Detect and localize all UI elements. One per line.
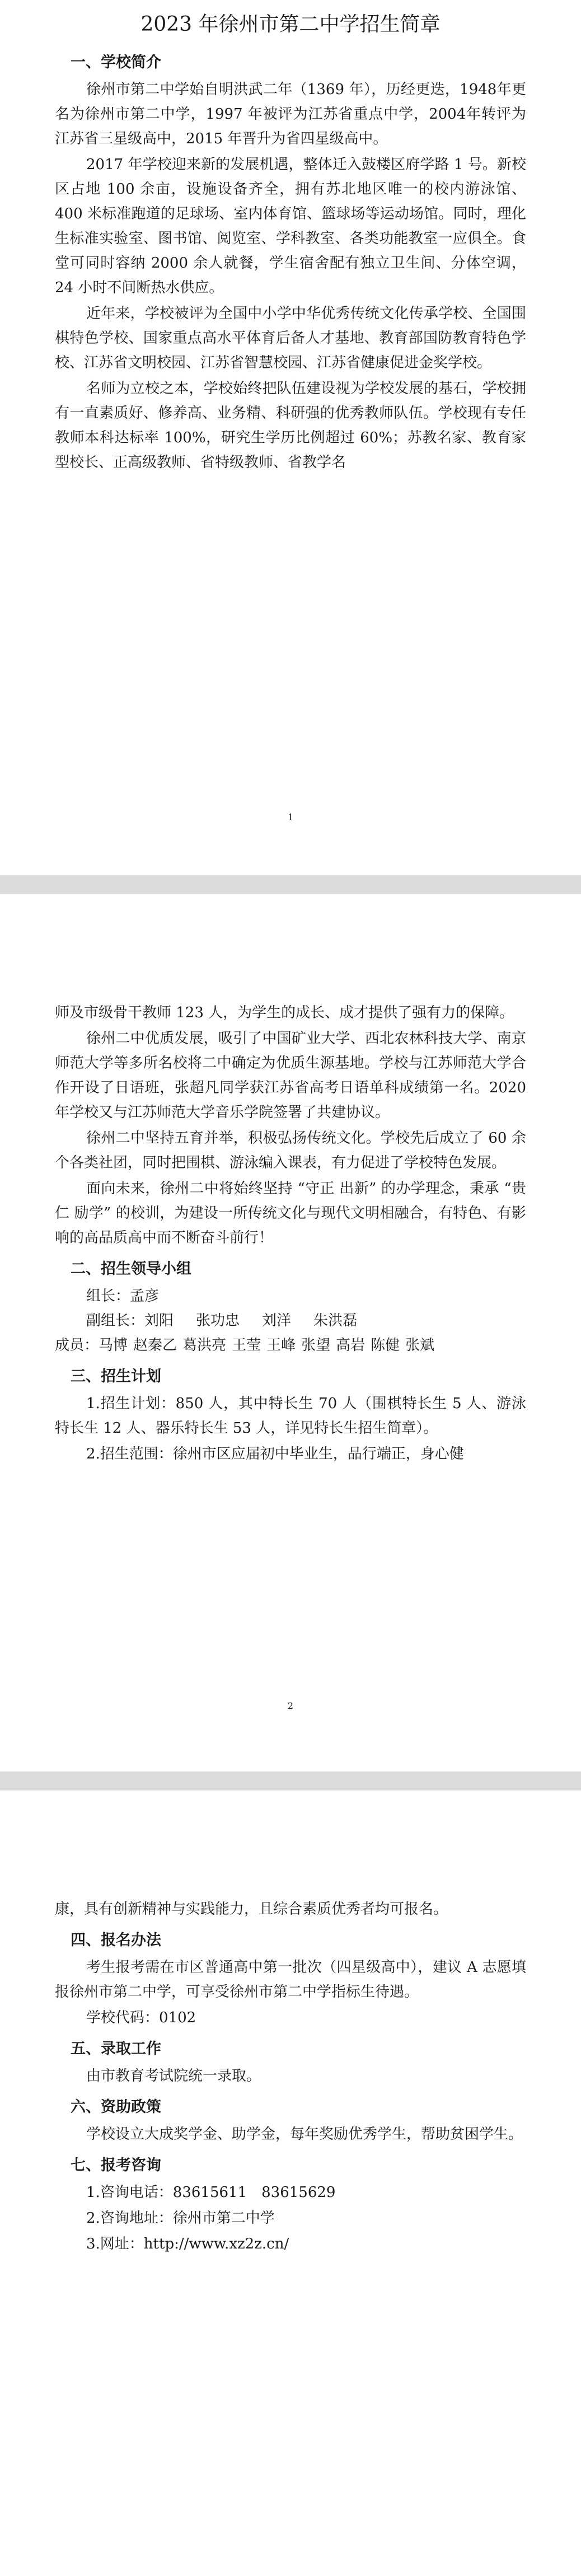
admission-paragraph: 由市教育考试院统一录取。 [86,2068,261,2084]
vice-leader-label: 副组长： [86,1312,145,1329]
leader-label: 组长： [86,1288,130,1305]
page-1 [0,0,581,875]
contact-address: 2.咨询地址：徐州市第二中学 [86,2210,275,2227]
member-name: 张望 [301,1337,331,1354]
member-name: 马博 [99,1337,128,1354]
leader-line [55,1284,526,1308]
intro-paragraph-campus: 2017 年学校迎来新的发展机遇，整体迁入鼓楼区府学路 1 号。新校区占地 100 余亩，设施设备齐全，拥有苏北地区唯一的校内游泳馆、400 米标准跑道的足球场、室内体育馆、篮球场等运动场馆。同时，理化生标准实验室、图书馆、阅览室、学科教室、各类功能教室一应俱全。食堂可同时容纳 2000 余人就餐，学生宿舍配有独立卫生间、分体空调，24 小时不间断热水供应。 [55,156,526,296]
page-title: 2023 年徐州市第二中学招生简章 [140,13,441,36]
vice-leader-name: 张功忠 [196,1312,240,1329]
member-name: 张斌 [405,1337,435,1354]
section-heading-aid: 六、资助政策 [71,2098,161,2116]
member-name: 赵秦乙 [133,1337,177,1354]
page-3-content [55,1897,526,2257]
member-name: 王莹 [232,1337,261,1354]
page-2-content [55,1001,526,1467]
member-name: 葛洪亮 [182,1337,227,1354]
plan-item-scope: 2.招生范围：徐州市区应届初中毕业生，品行端正，身心健 [86,1446,464,1462]
section-heading-contact: 七、报考咨询 [71,2157,161,2174]
leader-name: 孟彦 [130,1288,160,1305]
page-3 [0,1790,581,2576]
intro-paragraph-teachers-continued: 师及市级骨干教师 123 人，为学生的成长、成才提供了强有力的保障。 [55,1004,514,1021]
page-number: 1 [287,812,294,822]
intro-paragraph-culture: 徐州二中坚持五育并举，积极弘扬传统文化。学校先后成立了 60 余个各类社团，同时把围棋、游泳编入课表，有力促进了学校特色发展。 [55,1130,526,1171]
intro-paragraph-history: 徐州市第二中学始自明洪武二年（1369 年），历经更迭，1948年更名为徐州市第二中学，1997 年被评为江苏省重点中学，2004年转评为江苏省三星级高中，2015 年晋升为省四星级高中。 [55,81,526,147]
intro-paragraph-future: 面向未来，徐州二中将始终坚持 “守正 出新” 的办学理念，秉承 “贵仁 励学” 的校训，为建设一所传统文化与现代文明相融合，有特色、有影响的高品质高中而不断奋斗前行！ [55,1180,526,1246]
intro-paragraph-honors: 近年来，学校被评为全国中小学中华优秀传统文化传承学校、全国围棋特色学校、国家重点高水平体育后备人才基地、教育部国防教育特色学校、江苏省文明校园、江苏省智慧校园、江苏省健康促进金奖学校。 [55,305,526,371]
contact-phone: 1.咨询电话：83615611 83615629 [86,2184,336,2201]
intro-paragraph-teachers: 名师为立校之本，学校始终把队伍建设视为学校发展的基石，学校拥有一直素质好、修养高、业务精、科研强的优秀教师队伍。学校现有专任教师本科达标率 100%，研究生学历比例超过 60%；苏教名家、教育家型校长、正高级教师、省特级教师、省教学名 [55,380,526,471]
section-heading-admission: 五、录取工作 [71,2040,161,2058]
school-code: 学校代码：0102 [86,2009,196,2026]
member-name: 王峰 [266,1337,296,1354]
section-heading-leadership: 二、招生领导小组 [71,1260,191,1278]
registration-paragraph: 考生报考需在市区普通高中第一批次（四星级高中），建议 A 志愿填报徐州市第二中学，可享受徐州市第二中学指标生待遇。 [55,1959,526,2000]
intro-paragraph-partners: 徐州二中优质发展，吸引了中国矿业大学、西北农林科技大学、南京师范大学等多所名校将二中确定为优质生源基地。学校与江苏师范大学合作开设了日语班，张超凡同学获江苏省高考日语单科成绩第一名。2020 年学校又与江苏师范大学音乐学院签署了共建协议。 [55,1030,526,1121]
aid-paragraph: 学校设立大成奖学金、助学金，每年奖励优秀学生，帮助贫困学生。 [86,2126,523,2143]
page-number: 2 [287,1700,294,1711]
member-name: 高岩 [336,1337,366,1354]
page-separator [0,875,581,894]
page-2 [0,894,581,1771]
members-line [55,1333,526,1358]
vice-leader-name: 刘洋 [262,1312,292,1329]
plan-item-scope-continued: 康，具有创新精神与实践能力，且综合素质优秀者均可报名。 [55,1901,448,1918]
page-1-content [55,12,526,476]
members-label: 成员： [55,1337,99,1354]
vice-leader-name: 刘阳 [144,1312,174,1329]
section-heading-plan: 三、招生计划 [71,1368,161,1385]
section-heading-registration: 四、报名办法 [71,1932,161,1949]
page-separator [0,1771,581,1790]
vice-leader-line [55,1308,526,1333]
member-name: 陈健 [371,1337,400,1354]
plan-item-quota: 1.招生计划：850 人，其中特长生 70 人（围棋特长生 5 人、游泳特长生 12 人、器乐特长生 53 人，详见特长生招生简章）。 [55,1395,526,1437]
vice-leader-name: 朱洪磊 [313,1312,358,1329]
contact-website-link[interactable]: 3.网址：http://www.xz2z.cn/ [86,2236,289,2252]
section-heading-intro: 一、学校简介 [71,54,161,71]
